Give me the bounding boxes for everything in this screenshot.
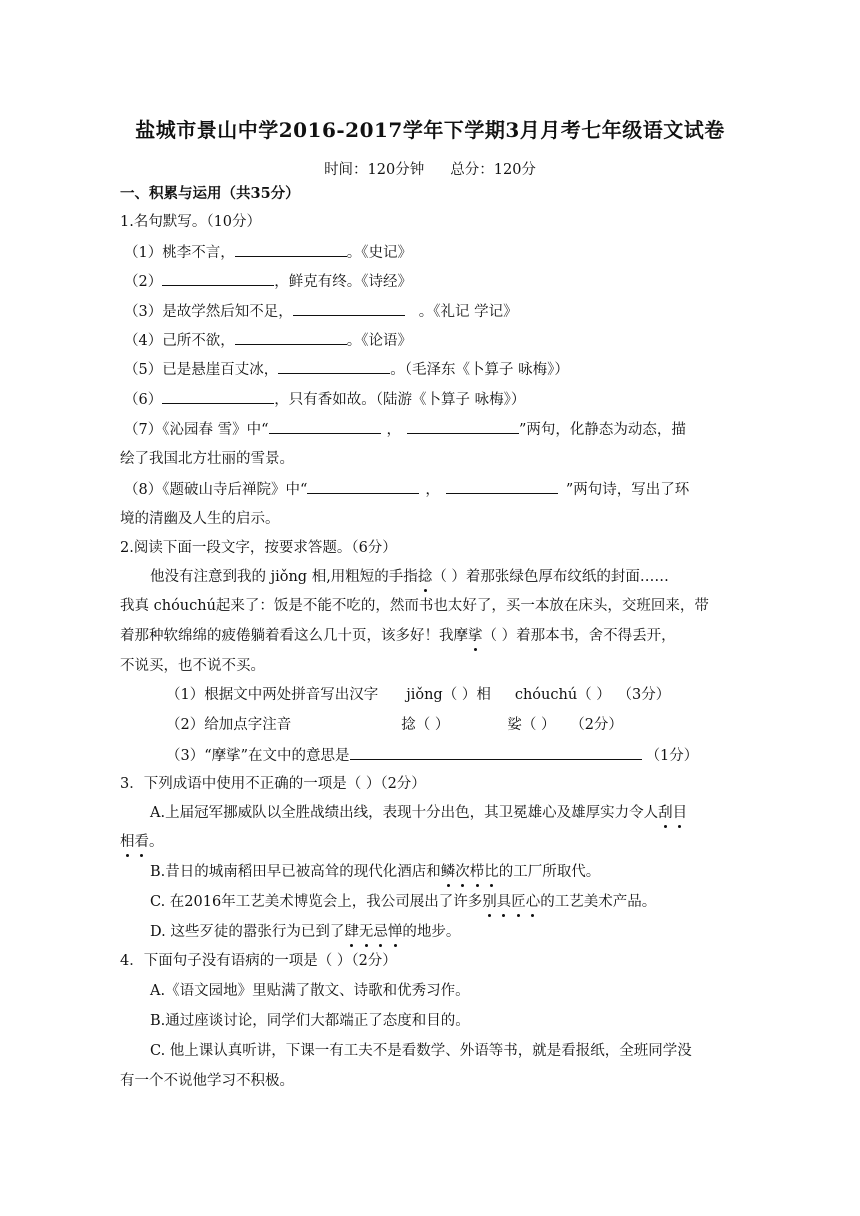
dotted-char: 看 bbox=[134, 834, 149, 850]
q3-option-a: A.上届冠军挪威队以全胜战绩出线，表现十分出色，其卫冕雄心及雄厚实力令人刮目 bbox=[150, 805, 688, 821]
dotted-char: 目 bbox=[672, 805, 688, 821]
time-limit: 时间：120分钟 bbox=[324, 162, 425, 178]
dotted-char: 别 bbox=[482, 894, 497, 910]
dotted-char: 栉 bbox=[469, 864, 485, 880]
passage-line-3: 着那种软绵绵的疲倦躺着看这么几十页，该多好！我摩挲（ ）着那本书，舍不得丢开， bbox=[120, 628, 676, 644]
answer-blank[interactable] bbox=[293, 301, 405, 316]
q1-item-7-cont: 绘了我国北方壮丽的雪景。 bbox=[120, 451, 294, 467]
dotted-idiom bbox=[658, 805, 687, 821]
dotted-char: 刮 bbox=[658, 805, 673, 821]
passage-line-2: 我真 chóuchú起来了：饭是不能不吃的，然而书也太好了，买一本放在床头，交班回来，带 bbox=[120, 598, 709, 614]
section-heading: 一、积累与运用（共35分） bbox=[120, 185, 300, 202]
q1-item-3: （3）是故学然后知不足， 。《礼记 学记》 bbox=[124, 301, 518, 322]
q3-option-d: D. 这些歹徒的嚣张行为已到了肆无忌惮的地步。 bbox=[150, 924, 461, 940]
dotted-char: 心 bbox=[525, 894, 541, 910]
q3-option-c: C. 在2016年工艺美术博览会上，我公司展出了许多别具匠心的工艺美术产品。 bbox=[150, 894, 657, 910]
answer-blank[interactable] bbox=[350, 745, 642, 760]
q4-option-b: B.通过座谈讨论，同学们大都端正了态度和目的。 bbox=[150, 1013, 470, 1029]
q1-item-7: （7）《沁园春 雪》中“ ， ”两句，化静态为动态，描 bbox=[124, 419, 686, 440]
exam-info bbox=[0, 158, 860, 179]
dotted-char: 忌 bbox=[373, 924, 388, 940]
q2-sub-2: （2）给加点字注音 捻（ ） 娑（ ） （2分） bbox=[166, 717, 623, 733]
answer-blank[interactable] bbox=[307, 479, 419, 494]
question-4-title: 4．下面句子没有语病的一项是（ ）（2分） bbox=[120, 953, 397, 969]
dotted-char: 具 bbox=[496, 894, 512, 910]
answer-blank[interactable] bbox=[446, 479, 558, 494]
answer-blank[interactable] bbox=[235, 242, 347, 257]
dotted-char: 比 bbox=[484, 864, 499, 880]
dotted-char: 鳞 bbox=[440, 864, 456, 880]
q4-option-a: A.《语文园地》里贴满了散文、诗歌和优秀习作。 bbox=[150, 983, 470, 999]
answer-blank[interactable] bbox=[162, 389, 274, 404]
question-1-title: 1.名句默写。（10分） bbox=[120, 214, 262, 230]
q2-sub-1: （1）根据文中两处拼音写出汉字 jiǒng（ ）相 chóuchú（ ） （3分） bbox=[166, 687, 671, 703]
q3-option-b: B.昔日的城南稻田早已被高耸的现代化酒店和鳞次栉比的工厂所取代。 bbox=[150, 864, 601, 880]
q1-item-2: （2） ，鲜克有终。《诗经》 bbox=[124, 271, 412, 292]
dotted-char: 挲 bbox=[468, 628, 483, 644]
q1-item-4: （4）己所不欲， 。《论语》 bbox=[124, 330, 412, 351]
question-2-title: 2.阅读下面一段文字，按要求答题。（6分） bbox=[120, 540, 397, 556]
q4-option-c: C. 他上课认真听讲，下课一有工夫不是看数学、外语等书，就是看报纸，全班同学没 bbox=[150, 1043, 692, 1059]
q4-option-c-cont: 有一个不说他学习不积极。 bbox=[120, 1073, 294, 1089]
q1-item-8-cont: 境的清幽及人生的启示。 bbox=[120, 511, 280, 527]
dotted-idiom bbox=[344, 924, 402, 940]
question-3-title: 3．下列成语中使用不正确的一项是（ ）（2分） bbox=[120, 776, 426, 792]
q2-sub-3: （3）“摩挲”在文中的意思是 （1分） bbox=[166, 745, 698, 766]
answer-blank[interactable] bbox=[278, 359, 390, 374]
q1-item-8: （8）《题破山寺后禅院》中“ ， ”两句诗，写出了环 bbox=[124, 479, 689, 500]
answer-blank[interactable] bbox=[162, 271, 274, 286]
dotted-idiom bbox=[482, 894, 540, 910]
dotted-char: 相 bbox=[120, 834, 135, 850]
passage-line-4: 不说买，也不说不买。 bbox=[120, 658, 265, 674]
q3-option-a-cont: 相看。 bbox=[120, 834, 164, 850]
dotted-char: 惮 bbox=[387, 924, 403, 940]
page-title: 盐城市景山中学2016-2017学年下学期3月月考七年级语文试卷 bbox=[135, 118, 725, 142]
dotted-char: 捻 bbox=[417, 569, 433, 585]
dotted-idiom bbox=[441, 864, 499, 880]
answer-blank[interactable] bbox=[235, 330, 347, 345]
dotted-char: 匠 bbox=[511, 894, 526, 910]
q1-item-6: （6） ，只有香如故。（陆游《卜算子 咏梅》） bbox=[124, 389, 525, 410]
passage-line-1: 他没有注意到我的 jiǒng 相,用粗短的手指捻（ ）着那张绿色厚布纹纸的封面…… bbox=[150, 569, 669, 585]
total-score: 总分：120分 bbox=[450, 162, 536, 178]
dotted-char: 无 bbox=[358, 924, 374, 940]
dotted-char: 次 bbox=[455, 864, 470, 880]
answer-blank[interactable] bbox=[407, 419, 519, 434]
answer-blank[interactable] bbox=[269, 419, 381, 434]
dotted-char: 肆 bbox=[344, 924, 359, 940]
q1-item-5: （5）已是悬崖百丈冰， 。（毛泽东《卜算子 咏梅》） bbox=[124, 359, 569, 380]
q1-item-1: （1）桃李不言， 。《史记》 bbox=[124, 242, 412, 263]
